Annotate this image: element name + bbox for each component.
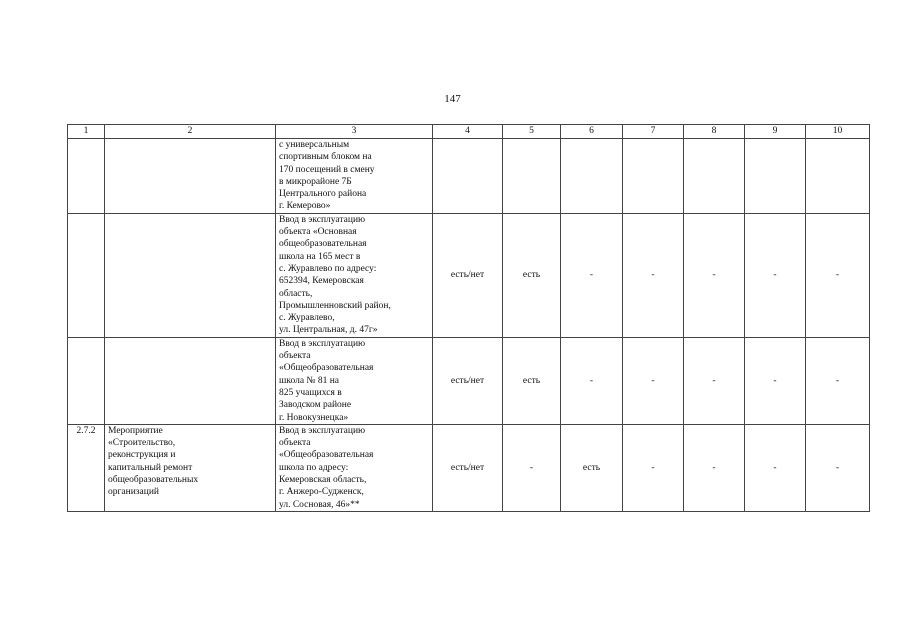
value-cell: - (806, 213, 870, 337)
column-header: 3 (276, 125, 433, 139)
column-header: 6 (561, 125, 623, 139)
cell-text-line: капитальный ремонт (108, 462, 193, 473)
cell-text-line: г. Анжеро-Судженск, (279, 487, 364, 498)
event-cell (105, 213, 276, 337)
event-cell (105, 139, 276, 214)
value-cell: есть/нет (433, 424, 503, 511)
value-cell: - (684, 337, 745, 424)
column-number-row (68, 125, 870, 139)
cell-text-line: общеобразовательных (108, 475, 199, 486)
row-number-cell (68, 337, 105, 424)
cell-text-line: Ввод в эксплуатацию (279, 425, 366, 436)
cell-text-line: школа на 165 мест в (279, 251, 361, 262)
value-cell: - (745, 424, 806, 511)
cell-text-line: «Строительство, (108, 438, 176, 449)
column-header: 2 (105, 125, 276, 139)
cell-text-line: Центрального района (279, 189, 367, 200)
cell-text-line: Ввод в эксплуатацию (279, 214, 366, 225)
value-cell (503, 139, 561, 214)
value-cell: есть (503, 213, 561, 337)
column-header: 4 (433, 125, 503, 139)
description-cell (276, 213, 433, 337)
row-number-cell (68, 139, 105, 214)
cell-text-line: Мероприятие (108, 425, 163, 436)
cell-text-line: реконструкция и (108, 450, 176, 461)
cell-text-line: г. Новокузнецка» (279, 412, 349, 423)
table-row (68, 337, 870, 424)
cell-text-line: Заводском районе (279, 400, 352, 411)
value-cell (684, 139, 745, 214)
cell-text-line: спортивным блоком на (279, 152, 372, 163)
value-cell (806, 139, 870, 214)
cell-text-line: школа по адресу: (279, 462, 349, 473)
event-cell (105, 424, 276, 511)
description-cell (276, 424, 433, 511)
column-header: 1 (68, 125, 105, 139)
value-cell (433, 139, 503, 214)
column-header: 9 (745, 125, 806, 139)
table-row (68, 213, 870, 337)
cell-text-line: общеобразовательная (279, 239, 367, 250)
value-cell: - (623, 337, 684, 424)
cell-text-line: Промышленновский район, (279, 300, 391, 311)
value-cell: - (623, 424, 684, 511)
cell-text-line: объекта «Основная (279, 227, 357, 238)
value-cell: - (806, 424, 870, 511)
cell-text-line: с. Журавлево, (279, 313, 335, 324)
table-row (68, 139, 870, 214)
cell-text-line: Кемеровская область, (279, 475, 367, 486)
value-cell: есть (561, 424, 623, 511)
cell-text-line: с. Журавлево по адресу: (279, 263, 377, 274)
description-cell (276, 337, 433, 424)
table-row (68, 424, 870, 511)
value-cell (623, 139, 684, 214)
column-header: 10 (806, 125, 870, 139)
cell-text-line: в микрорайоне 7Б (279, 176, 352, 187)
column-header: 8 (684, 125, 745, 139)
cell-text-line: ул. Центральная, д. 47г» (279, 325, 378, 336)
value-cell: - (684, 424, 745, 511)
value-cell: - (561, 213, 623, 337)
cell-text-line: «Общеобразовательная (279, 450, 374, 461)
cell-text-line: объекта (279, 438, 311, 449)
value-cell (745, 139, 806, 214)
cell-text-line: с универсальным (279, 140, 350, 150)
row-number-cell (68, 213, 105, 337)
cell-text-line: область, (279, 288, 313, 299)
value-cell (561, 139, 623, 214)
value-cell: - (561, 337, 623, 424)
cell-text-line: объекта (279, 351, 311, 362)
event-cell (105, 337, 276, 424)
cell-text-line: 825 учащихся в (279, 387, 342, 398)
value-cell: - (684, 213, 745, 337)
column-header: 7 (623, 125, 684, 139)
value-cell: - (745, 213, 806, 337)
value-cell: есть/нет (433, 337, 503, 424)
value-cell: - (623, 213, 684, 337)
value-cell: есть/нет (433, 213, 503, 337)
value-cell: есть (503, 337, 561, 424)
cell-text-line: ул. Сосновая, 46»** (279, 499, 360, 510)
row-number-cell: 2.7.2 (68, 424, 105, 511)
page-number: 147 (444, 93, 461, 105)
cell-text-line: Ввод в эксплуатацию (279, 338, 366, 349)
description-cell (276, 139, 433, 214)
value-cell: - (745, 337, 806, 424)
cell-text-line: организаций (108, 487, 160, 498)
cell-text-line: г. Кемерово» (279, 201, 331, 212)
indicator-table (67, 124, 870, 512)
column-header: 5 (503, 125, 561, 139)
cell-text-line: 652394, Кемеровская (279, 276, 364, 287)
cell-text-line: «Общеобразовательная (279, 363, 374, 374)
cell-text-line: школа № 81 на (279, 375, 340, 386)
value-cell: - (806, 337, 870, 424)
value-cell: - (503, 424, 561, 511)
cell-text-line: 170 посещений в смену (279, 164, 375, 175)
